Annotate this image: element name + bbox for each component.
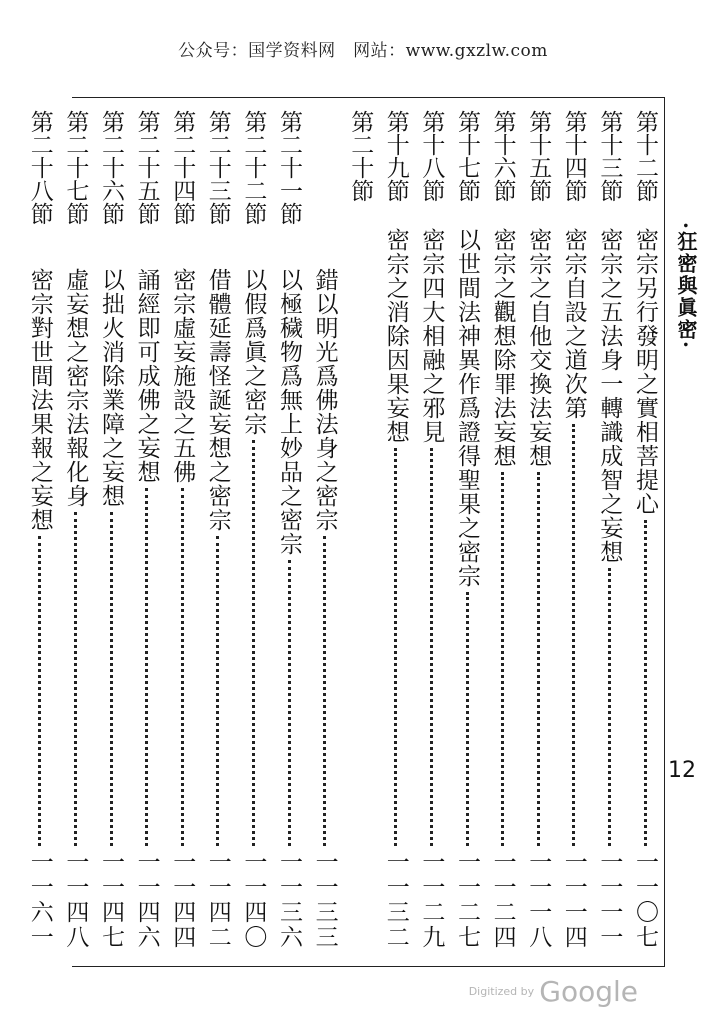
section-title: 密宗之消除因果妄想 — [382, 228, 409, 444]
section-number: 第二十一節 — [276, 110, 302, 225]
toc-entry — [274, 110, 304, 950]
page-ref: 一一〇七 — [632, 850, 658, 950]
section-title: 借體延壽怪誕妄想之密宗 — [204, 268, 231, 532]
page-ref: 一一三二 — [382, 850, 409, 950]
page-ref: 一一四四 — [169, 850, 196, 950]
section-title: 密宗對世間法果報之妄想 — [26, 268, 53, 532]
page-ref: 一一六一 — [26, 850, 53, 950]
section-number: 第十四節 — [560, 110, 587, 202]
section-title: 密宗四大相融之邪見 — [418, 228, 445, 444]
dot-leader — [74, 512, 77, 846]
section-title: 密宗另行發明之實相菩提心 — [632, 228, 658, 516]
toc-entry — [416, 110, 446, 950]
toc-entry — [594, 110, 624, 950]
dot-leader — [252, 440, 255, 846]
section-number: 第二十節 — [347, 110, 374, 202]
toc-entry — [96, 110, 126, 950]
page-ref: 一一一四 — [560, 850, 587, 950]
section-number: 第二十二節 — [240, 110, 267, 225]
toc-entry — [523, 110, 553, 950]
page-ref: 一一二七 — [454, 850, 480, 950]
page-ref: 一一二四 — [489, 850, 516, 950]
dot-leader — [430, 448, 433, 846]
section-number: 第十七節 — [454, 110, 480, 202]
toc-entry — [345, 110, 375, 950]
section-title: 以世間法神異作爲證得聖果之密宗 — [454, 228, 480, 588]
section-number: 第二十八節 — [26, 110, 53, 225]
toc-entry — [310, 110, 340, 950]
page-ref: 一一四八 — [62, 850, 89, 950]
section-number: 第十五節 — [525, 110, 552, 202]
page-ref: 一一四二 — [204, 850, 231, 950]
section-title: 錯以明光爲佛法身之密宗 — [311, 268, 338, 532]
toc-entry — [559, 110, 589, 950]
toc-entry — [238, 110, 268, 950]
toc-entry — [488, 110, 518, 950]
section-title: 以假爲眞之密宗 — [240, 268, 267, 436]
section-number: 第十二節 — [632, 110, 658, 202]
toc-entry — [381, 110, 411, 950]
section-number: 第二十五節 — [133, 110, 160, 225]
section-title: 密宗之觀想除罪法妄想 — [489, 228, 516, 468]
section-title: 密宗自設之道次第 — [560, 228, 587, 420]
dot-leader — [110, 512, 113, 846]
toc-entry — [452, 110, 482, 950]
section-title: 密宗之自他交換法妄想 — [525, 228, 552, 468]
section-number: 第二十四節 — [169, 110, 196, 225]
page-number: 12 — [668, 758, 696, 783]
section-title: 誦經即可成佛之妄想 — [133, 268, 160, 484]
header-text: 公众号：国学资料网 网站：www.gxzlw.com — [178, 41, 548, 61]
toc-entry — [167, 110, 197, 950]
dot-leader — [181, 488, 184, 846]
dot-leader — [537, 472, 540, 846]
running-title: ·狂密與眞密· — [674, 222, 698, 350]
dot-leader — [501, 472, 504, 846]
watermark-small-text: Digitized by — [468, 985, 535, 998]
toc-entry — [203, 110, 233, 950]
section-title: 密宗虛妄施設之五佛 — [169, 268, 196, 484]
section-number: 第二十七節 — [62, 110, 89, 225]
page-ref: 一一一一 — [596, 850, 623, 950]
page-ref: 一一四七 — [98, 850, 124, 950]
section-number: 第十九節 — [382, 110, 409, 202]
dot-leader — [216, 536, 219, 846]
dot-leader — [572, 424, 575, 846]
page-ref: 一一四〇 — [240, 850, 267, 950]
toc-entry — [25, 110, 55, 950]
page-ref: 一一一八 — [525, 850, 552, 950]
page-ref: 一一二九 — [418, 850, 445, 950]
page-ref: 一一四六 — [133, 850, 160, 950]
dot-leader — [288, 560, 291, 846]
dot-leader — [394, 448, 397, 846]
section-number: 第十三節 — [596, 110, 623, 202]
section-number: 第二十三節 — [204, 110, 231, 225]
page-ref: 一一三三 — [311, 850, 338, 950]
toc-entry — [630, 110, 660, 950]
dot-leader — [323, 536, 326, 846]
dot-leader — [145, 488, 148, 846]
toc-entry — [60, 110, 90, 950]
dot-leader — [38, 536, 41, 846]
section-number: 第十六節 — [489, 110, 516, 202]
section-title: 以拙火消除業障之妄想 — [98, 268, 124, 508]
toc-entry — [132, 110, 162, 950]
section-title: 密宗之五法身一轉識成智之妄想 — [596, 228, 623, 564]
section-number: 第二十六節 — [98, 110, 124, 225]
dot-leader — [644, 520, 647, 846]
section-number: 第十八節 — [418, 110, 445, 202]
dot-leader — [466, 592, 469, 846]
dot-leader — [608, 568, 611, 846]
section-title: 虛妄想之密宗法報化身 — [62, 268, 89, 508]
page-ref: 一一三六 — [276, 850, 302, 950]
watermark-brand: Google — [539, 975, 638, 1008]
section-title: 以極穢物爲無上妙品之密宗 — [276, 268, 302, 556]
google-watermark — [469, 975, 638, 1008]
